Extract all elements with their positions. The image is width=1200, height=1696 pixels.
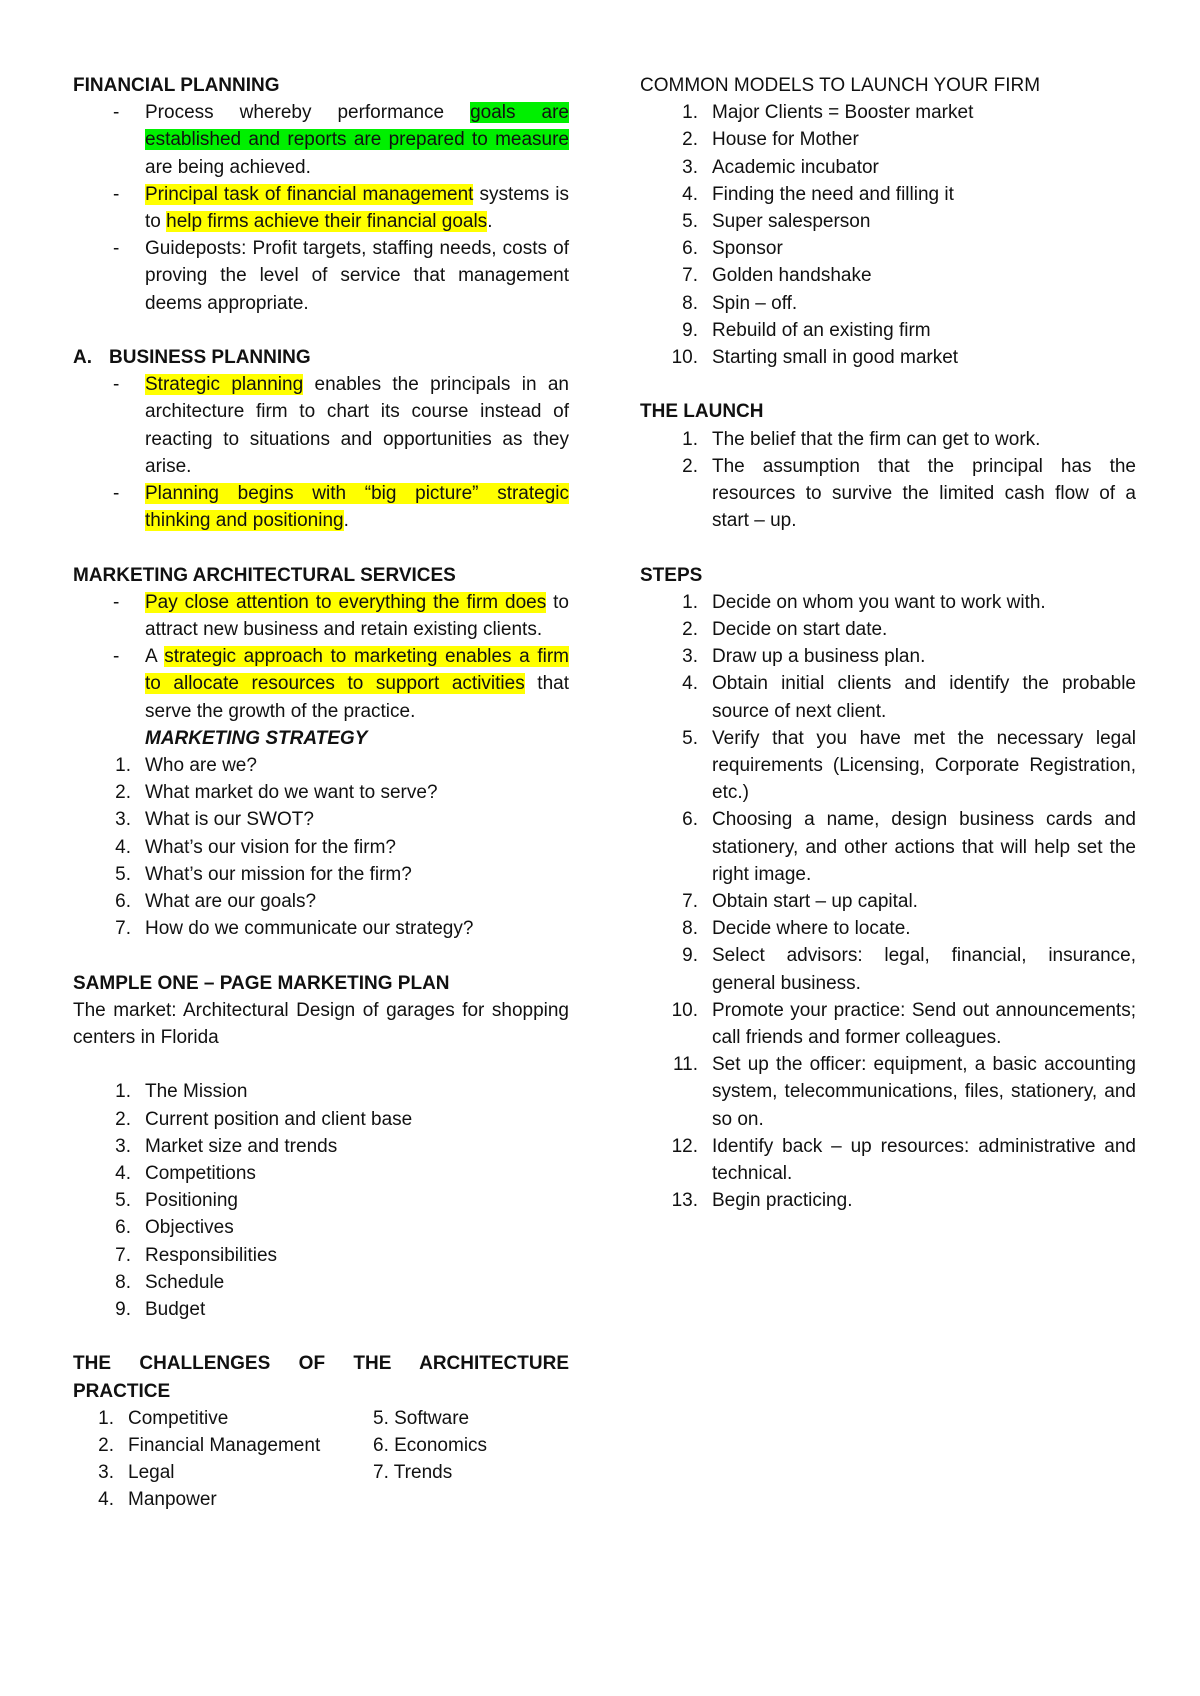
- bullet-text: .: [343, 510, 349, 532]
- list-item-text: House for Mother: [712, 129, 859, 151]
- right-column: [640, 72, 1136, 1215]
- list-item: [73, 1078, 569, 1105]
- list-number: 2.: [682, 129, 698, 151]
- list-number: 7.: [115, 1244, 131, 1266]
- list-item-text: Decide on start date.: [712, 619, 888, 641]
- list-item-text: Obtain start – up capital.: [712, 891, 918, 913]
- list-item: [640, 317, 1136, 344]
- marketing-strategy-list: [73, 752, 569, 942]
- list-item: [640, 453, 1136, 535]
- list-number: 1.: [98, 1407, 114, 1429]
- list-number: 7.: [115, 918, 131, 940]
- list-item-text: Obtain initial clients and identify the probable source of next client.: [712, 673, 1136, 722]
- steps-list: [640, 589, 1136, 1215]
- list-item-text: Set up the officer: equipment, a basic accounting system, telecommunications, files, stationery, and so on.: [712, 1054, 1136, 1130]
- list-item: [73, 1269, 569, 1296]
- list-item-text: Schedule: [145, 1271, 225, 1293]
- list-item: [640, 208, 1136, 235]
- list-number: 5.: [682, 211, 698, 233]
- bullet-dash: -: [113, 183, 120, 205]
- list-item-text: 7. Trends: [373, 1462, 453, 1484]
- list-number: 4.: [98, 1489, 114, 1511]
- list-item-text: Market size and trends: [145, 1135, 338, 1157]
- list-item: [640, 426, 1136, 453]
- list-item: [73, 1106, 569, 1133]
- list-item-text: Responsibilities: [145, 1244, 278, 1266]
- list-item-text: Competitive: [128, 1407, 229, 1429]
- list-number: 7.: [682, 891, 698, 913]
- list-number: 4.: [682, 183, 698, 205]
- bullet-item: [73, 589, 569, 643]
- list-item: [640, 942, 1136, 996]
- bullet-text: enables the principals in an architecture firm to chart its course instead of reacting to situations and opportunities as they arise.: [145, 374, 570, 477]
- list-item: [640, 1133, 1136, 1187]
- list-item: [73, 779, 569, 806]
- list-item: [73, 1459, 373, 1486]
- steps-heading: STEPS: [640, 564, 703, 586]
- list-item-text: Legal: [128, 1462, 175, 1484]
- challenges-left-column: [73, 1405, 373, 1514]
- list-item-text: Rebuild of an existing firm: [712, 319, 931, 341]
- bullet-item: [73, 480, 569, 534]
- list-item: [640, 290, 1136, 317]
- left-column: [73, 72, 569, 1514]
- list-item-text: Select advisors: legal, financial, insurance, general business.: [712, 945, 1136, 994]
- list-item-text: How do we communicate our strategy?: [145, 918, 474, 940]
- highlight-yellow: help firms achieve their financial goals: [166, 211, 488, 233]
- list-item-text: Finding the need and filling it: [712, 183, 954, 205]
- bullet-dash: -: [113, 374, 120, 396]
- list-item: [73, 861, 569, 888]
- list-item-text: 5. Software: [373, 1407, 470, 1429]
- list-item: [640, 806, 1136, 888]
- list-item-text: Decide on whom you want to work with.: [712, 591, 1046, 613]
- list-item: [640, 888, 1136, 915]
- list-number: 4.: [115, 836, 131, 858]
- bullet-text: to attract new business and retain existing clients.: [145, 591, 570, 641]
- list-item: [73, 1486, 373, 1513]
- list-number: 1.: [682, 428, 698, 450]
- list-item-text: Super salesperson: [712, 211, 871, 233]
- list-item: [640, 1187, 1136, 1214]
- bullet-dash: -: [113, 238, 120, 260]
- highlight-green: goals are established and reports are prepared to measure: [145, 102, 569, 151]
- list-item-text: What is our SWOT?: [145, 809, 314, 831]
- list-item-text: Manpower: [128, 1489, 217, 1511]
- list-item-text: Choosing a name, design business cards and stationery, and other actions that will help set the right image.: [712, 809, 1136, 885]
- list-item-text: Current position and client base: [145, 1108, 413, 1130]
- list-item: [73, 1296, 569, 1323]
- list-item-text: The assumption that the principal has the resources to survive the limited cash flow of a start – up.: [712, 455, 1136, 532]
- section-title: BUSINESS PLANNING: [109, 347, 311, 369]
- list-number: 1.: [115, 1081, 131, 1103]
- bullet-item: [73, 643, 569, 725]
- list-item-text: Objectives: [145, 1217, 234, 1239]
- list-number: 6.: [115, 891, 131, 913]
- bullet-item: [73, 371, 569, 480]
- marketing-strategy-heading-row: [73, 725, 569, 752]
- list-item: [73, 1242, 569, 1269]
- list-item-text: Major Clients = Booster market: [712, 102, 974, 124]
- bullet-item: [73, 235, 569, 317]
- highlight-yellow: strategic approach to marketing enables a firm to allocate resources to support activities: [145, 646, 569, 695]
- list-number: 2.: [682, 619, 698, 641]
- sample-plan-heading: SAMPLE ONE – PAGE MARKETING PLAN: [73, 972, 450, 994]
- list-number: 10.: [671, 999, 698, 1021]
- list-item: [640, 262, 1136, 289]
- list-item: [73, 888, 569, 915]
- list-number: 8.: [682, 292, 698, 314]
- bullet-text: are being achieved.: [145, 156, 311, 178]
- list-item-text: Who are we?: [145, 755, 257, 777]
- list-number: 3.: [115, 809, 131, 831]
- list-number: 4.: [115, 1163, 131, 1185]
- highlight-yellow: Principal task of financial management: [145, 183, 474, 205]
- launch-heading: THE LAUNCH: [640, 401, 764, 423]
- list-item-text: Golden handshake: [712, 265, 872, 287]
- list-number: 6.: [682, 809, 698, 831]
- list-item: [640, 643, 1136, 670]
- list-number: 3.: [115, 1135, 131, 1157]
- list-item-text: Starting small in good market: [712, 347, 959, 369]
- list-item: [640, 154, 1136, 181]
- bullet-text: systems is to: [145, 183, 569, 233]
- list-item: [73, 1405, 373, 1432]
- financial-planning-heading: FINANCIAL PLANNING: [73, 75, 280, 96]
- list-item-text: Spin – off.: [712, 292, 798, 314]
- sample-plan-intro: The market: Architectural Design of garages for shopping centers in Florida: [73, 999, 569, 1049]
- list-number: 4.: [682, 673, 698, 695]
- marketing-services-heading: MARKETING ARCHITECTURAL SERVICES: [73, 564, 456, 586]
- list-number: 1.: [682, 102, 698, 124]
- list-item-text: Begin practicing.: [712, 1190, 853, 1212]
- challenges-right-column: [373, 1405, 569, 1514]
- bullet-text: Process whereby performance: [145, 102, 471, 124]
- bullet-dash: -: [113, 102, 120, 124]
- list-item-text: The Mission: [145, 1081, 248, 1103]
- list-item: [73, 752, 569, 779]
- list-number: 11.: [672, 1054, 698, 1076]
- challenges-list: [73, 1405, 569, 1514]
- list-item-text: Financial Management: [128, 1435, 321, 1457]
- list-item: [640, 181, 1136, 208]
- list-item-text: Verify that you have met the necessary legal requirements (Licensing, Corporate Registration, etc.): [712, 727, 1136, 804]
- list-number: 13.: [671, 1190, 698, 1212]
- list-item: [73, 1432, 373, 1459]
- list-number: 9.: [115, 1299, 131, 1321]
- list-item: [640, 725, 1136, 807]
- list-item-text: Promote your practice: Send out announcements; call friends and former colleagues.: [712, 999, 1136, 1049]
- list-number: 2.: [115, 1108, 131, 1130]
- list-number: 7.: [682, 265, 698, 287]
- highlight-yellow: Pay close attention to everything the firm does: [145, 591, 547, 613]
- bullet-dash: -: [113, 646, 120, 668]
- list-item: [73, 915, 569, 942]
- list-number: 8.: [682, 918, 698, 940]
- list-item-text: What’s our mission for the firm?: [145, 863, 412, 885]
- list-item: [640, 997, 1136, 1051]
- list-item: [73, 1187, 569, 1214]
- list-item-text: Decide where to locate.: [712, 918, 911, 940]
- list-item: [640, 915, 1136, 942]
- list-number: 5.: [115, 1190, 131, 1212]
- list-item-text: Budget: [145, 1299, 206, 1321]
- bullet-text: .: [487, 211, 493, 233]
- common-models-list: [640, 99, 1136, 371]
- list-item: [73, 1214, 569, 1241]
- list-number: 2.: [682, 455, 698, 477]
- list-item: [640, 670, 1136, 724]
- list-number: 6.: [115, 1217, 131, 1239]
- list-item: [640, 126, 1136, 153]
- list-item: [640, 99, 1136, 126]
- bullet-dash: -: [113, 591, 120, 613]
- bullet-text: Guideposts: Profit targets, staffing needs, costs of proving the level of service that management deems appropriate.: [145, 238, 569, 314]
- list-item: [73, 834, 569, 861]
- list-number: 10.: [671, 347, 698, 369]
- list-item: [73, 1133, 569, 1160]
- list-number: 5.: [682, 727, 698, 749]
- bullet-text: that serve the growth of the practice.: [145, 673, 569, 722]
- list-item-text: 6. Economics: [373, 1435, 488, 1457]
- marketing-strategy-heading: MARKETING STRATEGY: [145, 727, 368, 749]
- list-number: 9.: [682, 945, 698, 967]
- list-item-text: Draw up a business plan.: [712, 646, 926, 668]
- list-item-text: Positioning: [145, 1190, 238, 1212]
- list-item: [640, 1051, 1136, 1133]
- list-number: 2.: [115, 782, 131, 804]
- launch-list: [640, 426, 1136, 535]
- list-item-text: What’s our vision for the firm?: [145, 836, 396, 858]
- list-number: 6.: [682, 238, 698, 260]
- sample-plan-list: [73, 1078, 569, 1323]
- list-item: [640, 235, 1136, 262]
- list-number: 8.: [115, 1271, 131, 1293]
- list-item-text: What are our goals?: [145, 891, 317, 913]
- list-item-text: Academic incubator: [712, 156, 879, 178]
- bullet-text: A: [145, 646, 165, 668]
- list-item: [73, 806, 569, 833]
- list-item: [73, 1160, 569, 1187]
- list-number: 3.: [682, 156, 698, 178]
- highlight-yellow: Strategic planning: [145, 374, 304, 396]
- bullet-item: [73, 99, 569, 181]
- list-item: [640, 589, 1136, 616]
- list-number: 12.: [671, 1135, 698, 1157]
- list-item-text: Identify back – up resources: administrative and technical.: [712, 1135, 1136, 1185]
- list-number: 1.: [115, 755, 131, 777]
- list-number: 9.: [682, 319, 698, 341]
- list-item-text: What market do we want to serve?: [145, 782, 438, 804]
- list-item: [640, 344, 1136, 371]
- list-item-text: Sponsor: [712, 238, 783, 260]
- challenges-heading: THE CHALLENGES OF THE ARCHITECTURE PRACTICE: [73, 1353, 569, 1402]
- list-item-text: The belief that the firm can get to work.: [712, 428, 1041, 450]
- list-number: 5.: [115, 863, 131, 885]
- list-item: [640, 616, 1136, 643]
- list-number: 2.: [98, 1435, 114, 1457]
- bullet-dash: -: [113, 483, 120, 505]
- list-number: 1.: [682, 591, 698, 613]
- list-number: 3.: [682, 646, 698, 668]
- list-number: 3.: [98, 1462, 114, 1484]
- section-marker: A.: [73, 347, 92, 369]
- common-models-heading: COMMON MODELS TO LAUNCH YOUR FIRM: [640, 75, 1041, 96]
- highlight-yellow: Planning begins with “big picture” strategic thinking and positioning: [145, 483, 569, 532]
- bullet-item: [73, 181, 569, 235]
- list-item-text: Competitions: [145, 1163, 256, 1185]
- business-planning-heading: [73, 344, 569, 371]
